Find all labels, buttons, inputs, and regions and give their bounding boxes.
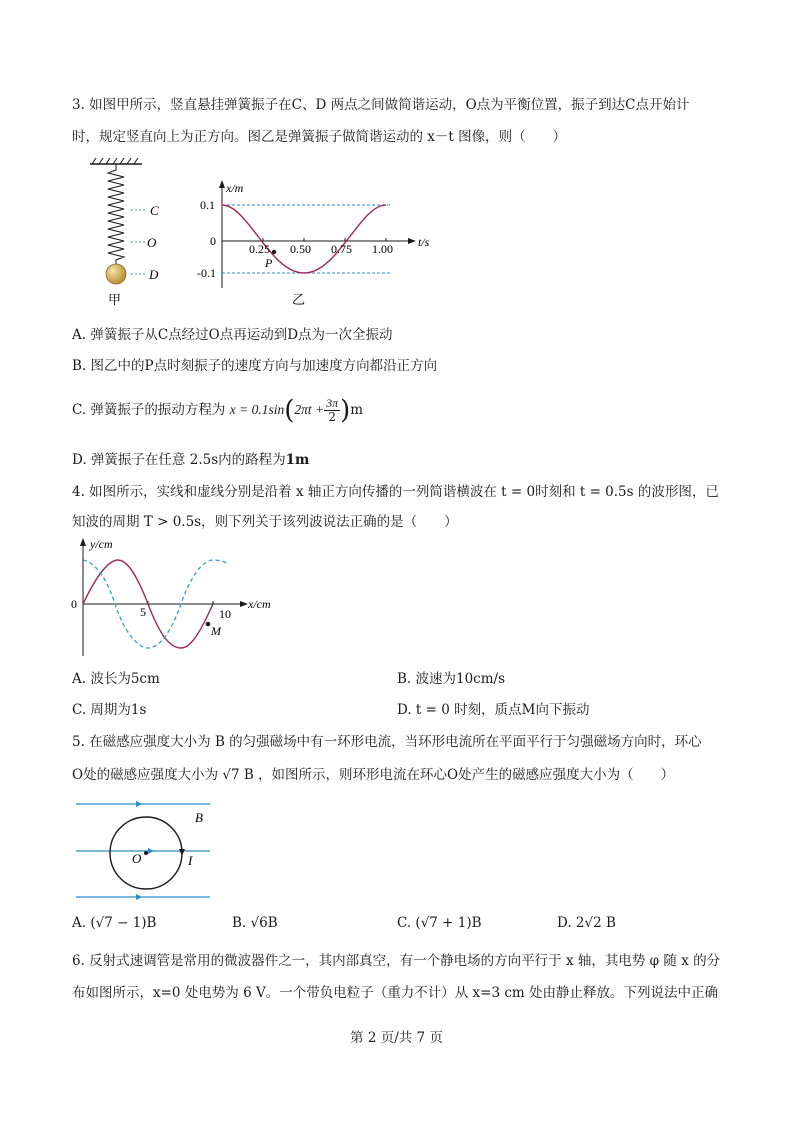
option-c-eq-left: x = 0.1sin [229,402,285,417]
q3-option-a: A. 弹簧振子从C点经过O点再运动到D点为一次全振动 [72,327,393,343]
oscillator-ball [106,264,126,284]
label-b: B [195,810,203,825]
q3-figure-jia [84,158,174,308]
q4-option-c: C. 周期为1s [72,702,147,718]
current-arrow [179,849,185,856]
option-c-prefix: C. 弹簧振子的振动方程为 [72,402,226,418]
q5-option-d: D. 2√2 B [557,915,616,931]
q4-stem-line1: 4. 如图所示，实线和虚线分别是沿着 x 轴正方向传播的一列简谐横波在 t = 0时刻和 t = 0.5s 的波形图，已 [72,484,719,500]
point-p [272,250,276,254]
q5-stem-line1: 5. 在磁感应强度大小为 B 的匀强磁场中有一环形电流，当环形电流所在平面平行于匀强磁场方向时，环心 [72,734,702,750]
q5-stem-line2: O处的磁感应强度大小为 √7 B ，如图所示，则环形电流在环心O处产生的磁感应强度大小为（ ） [72,767,675,783]
q5-option-a: A. (√7 − 1)B [72,915,157,931]
option-d-prefix: D. 弹簧振子在任意 [72,452,186,468]
q3-option-c [72,395,363,426]
q6-stem-line1: 6. 反射式速调管是常用的微波器件之一，其内部真空，有一个静电场的方向平行于 x 轴，其电势 φ 随 x 的分 [72,953,721,969]
y-axis-label: x/m [226,181,244,195]
page-footer: 第 2 页/共 7 页 [350,1030,443,1046]
label-d: D [149,267,159,282]
q6-stem-line2: 布如图所示，x=0 处电势为 6 V。一个带负电粒子（重力不计）从 x=3 cm 处由静止释放。下列说法中正确 [72,985,718,1001]
q5-option-b: B. √6B [232,915,278,931]
option-d-value: 2.5s [189,452,219,468]
y-tick-label: 0 [210,234,216,248]
point-p-label: P [265,256,273,270]
option-d-mid: 内的路程为 [218,452,286,468]
x-tick-label: 1.00 [372,242,393,256]
option-d-result: 1m [285,452,310,468]
q5-ring-figure [74,798,214,906]
spring-coil [108,164,124,264]
x-tick-label: 0.50 [290,242,311,256]
caption-yi: 乙 [292,292,306,307]
origin-label: 0 [71,597,77,611]
q4-stem-line2: 知波的周期 T > 0.5s，则下列关于该列波说法正确的是（ ） [72,514,458,530]
q3-option-b: B. 图乙中的P点时刻振子的速度方向与加速度方向都沿正方向 [72,358,438,374]
ring-center [144,851,148,855]
option-c-fraction: $\frac{3\pi}{2}$ [326,396,339,424]
point-m [206,622,211,627]
q4-option-d: D. t = 0 时刻，质点M向下振动 [397,702,590,718]
q4-option-a: A. 波长为5cm [72,671,160,687]
label-o: O [132,851,142,866]
x-tick-label: 10 [219,607,231,621]
x-tick-label: 5 [140,605,146,619]
point-m-label: M [211,624,221,638]
q4-wave-figure [68,536,283,661]
q3-figure-yi [196,178,436,308]
ceiling-hatch [90,158,142,164]
option-c-unit: m [350,402,364,418]
x-axis-label: t/s [418,235,430,249]
label-o: O [147,235,157,250]
x-tick-label: 0.25 [249,242,270,256]
y-axis-label: y/cm [90,537,113,551]
label-c: C [150,203,159,218]
y-tick-label: 0.1 [200,198,215,212]
q3-stem-line2: 时，规定竖直向上为正方向。图乙是弹簧振子做简谐运动的 x－t 图像，则（ ） [72,129,567,145]
caption-jia: 甲 [108,292,122,307]
paren-right: ) [340,395,351,426]
option-c-eq-inner: 2πt + [294,402,325,417]
x-tick-label: 0.75 [331,242,352,256]
x-axis-label: x/cm [248,597,271,611]
q3-option-d [72,451,309,469]
paren-left: ( [284,395,295,426]
q5-option-c: C. (√7 + 1)B [397,915,482,931]
y-tick-label: -0.1 [197,266,216,280]
q3-stem-line1: 3. 如图甲所示，竖直悬挂弹簧振子在C、D 两点之间做简谐运动，O点为平衡位置，振子到达C点开始计 [72,97,690,113]
label-i: I [188,853,193,868]
q4-option-b: B. 波速为10cm/s [397,671,506,687]
